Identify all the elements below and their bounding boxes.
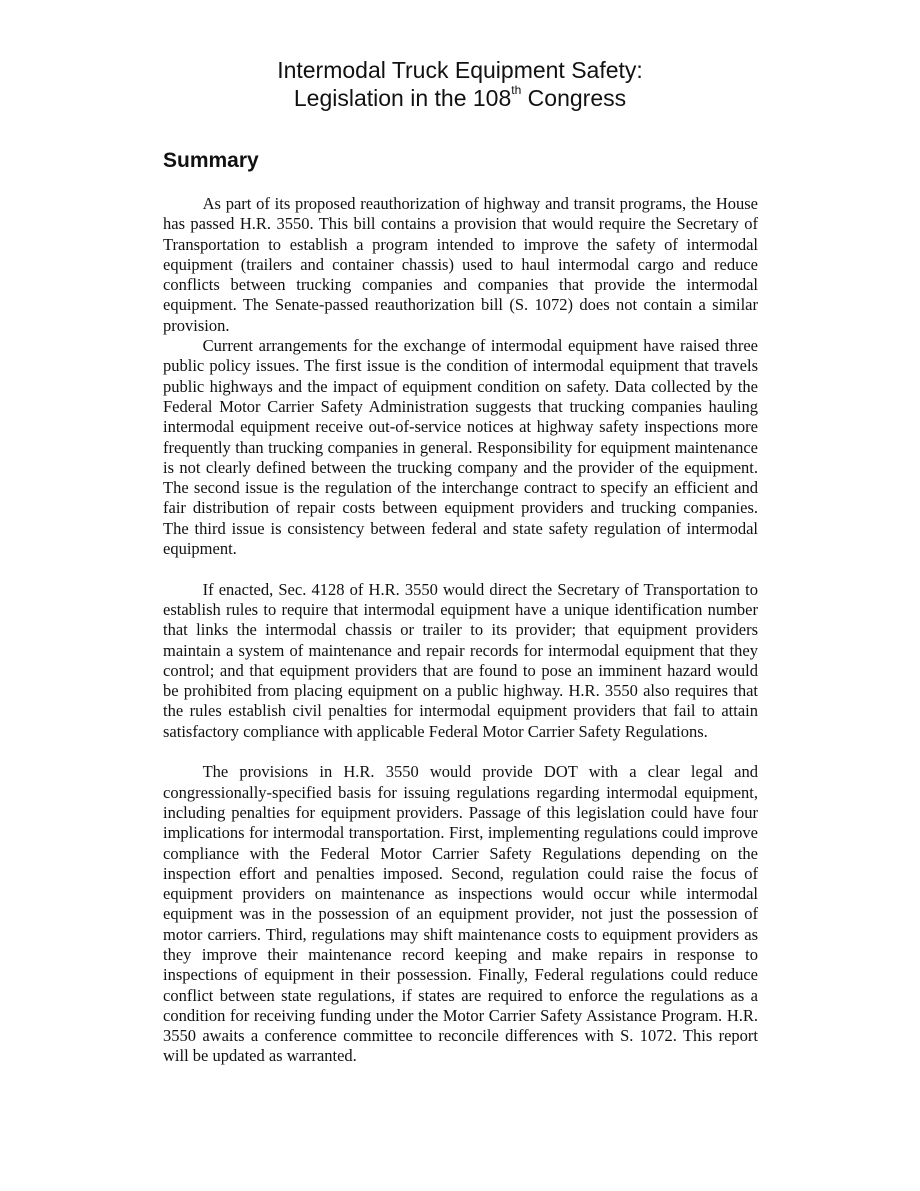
paragraph-4: The provisions in H.R. 3550 would provide DOT with a clear legal and congressionally-specified basis for issuing regulations regarding intermodal equipment, including penalties for equipment providers. Passage of this legislation could have four implications for intermodal transportation. First, implementing regulations could improve compliance with the Federal Motor Carrier Safety Regulations depending on the inspection effort and penalties imposed. Second, regulation could raise the focus of equipment providers on maintenance as inspections would occur while intermodal equipment was in the possession of an equipment provider, not just the possession of motor carriers. Third, regulations may shift maintenance costs to equipment providers as they improve their maintenance record keeping and make repairs in response to inspections of equipment in their possession. Finally, Federal regulations could reduce conflict between state regulations, if states are required to enforce the regulations as a condition for receiving funding under the Motor Carrier Safety Assistance Program. H.R. 3550 awaits a conference committee to reconcile differences with S. 1072. This report will be updated as warranted. [163, 762, 758, 1066]
document-title [0, 56, 920, 112]
paragraph-2: Current arrangements for the exchange of intermodal equipment have raised three public policy issues. The first issue is the condition of intermodal equipment that travels public highways and the impact of equipment condition on safety. Data collected by the Federal Motor Carrier Safety Administration suggests that trucking companies hauling intermodal equipment receive out-of-service notices at highway safety inspections more frequently than trucking companies in general. Responsibility for equipment maintenance is not clearly defined between the trucking company and the provider of the equipment. The second issue is the regulation of the interchange contract to specify an efficient and fair distribution of repair costs between equipment providers and trucking companies. The third issue is consistency between federal and state safety regulation of intermodal equipment. [163, 336, 758, 559]
title-ordinal-suffix: th [511, 83, 522, 98]
paragraph-1: As part of its proposed reauthorization of highway and transit programs, the House has passed H.R. 3550. This bill contains a provision that would require the Secretary of Transportation to establish a program intended to improve the safety of intermodal equipment (trailers and container chassis) used to haul intermodal cargo and reduce conflicts between trucking companies and companies that provide the intermodal equipment. The Senate-passed reauthorization bill (S. 1072) does not contain a similar provision. [163, 194, 758, 335]
title-line-2-suffix: Congress [521, 85, 627, 111]
title-line-2 [0, 84, 920, 112]
title-line-1: Intermodal Truck Equipment Safety: [277, 57, 643, 83]
title-line-2-prefix: Legislation in the 108 [293, 85, 512, 111]
paragraph-3: If enacted, Sec. 4128 of H.R. 3550 would direct the Secretary of Transportation to establish rules to require that intermodal equipment have a unique identification number that links the intermodal chassis or trailer to its provider; that equipment providers maintain a system of maintenance and repair records for intermodal equipment that they control; and that equipment providers that are found to pose an imminent hazard would be prohibited from placing equipment on a public highway. H.R. 3550 also requires that the rules establish civil penalties for intermodal equipment providers that fail to attain satisfactory compliance with applicable Federal Motor Carrier Safety Regulations. [163, 579, 758, 741]
section-heading: Summary [163, 149, 259, 172]
summary-body [163, 194, 758, 1067]
